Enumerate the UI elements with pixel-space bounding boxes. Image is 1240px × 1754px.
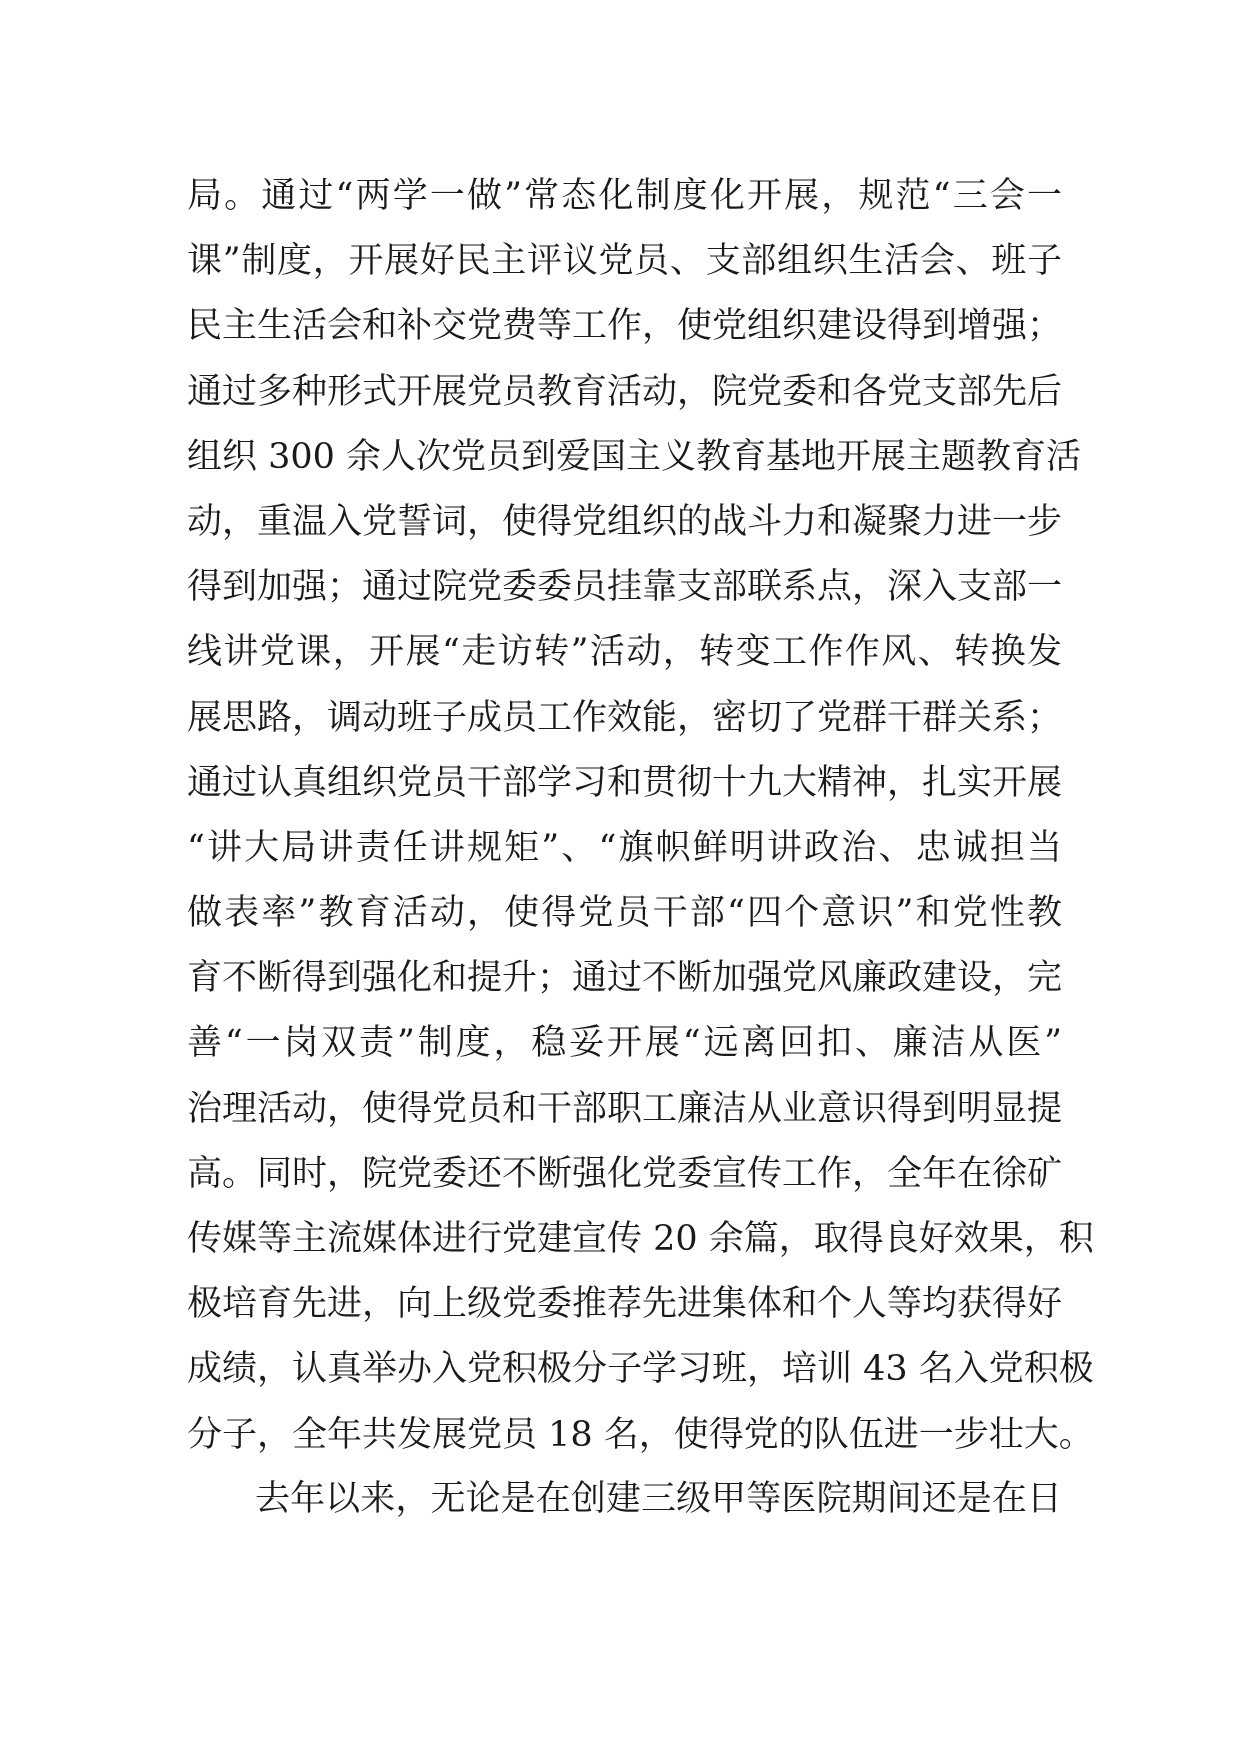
text-line: 动，重温入党誓词，使得党组织的战斗力和凝聚力进一步 — [187, 501, 1063, 542]
text-line: “讲大局讲责任讲规矩”、“旗帜鲜明讲政治、忠诚担当 — [187, 827, 1062, 868]
text-line: 治理活动，使得党员和干部职工廉洁从业意识得到明显提 — [187, 1088, 1063, 1129]
paragraph-body — [187, 164, 1094, 1468]
text-line: 通过多种形式开展党员教育活动，院党委和各党支部先后 — [187, 371, 1063, 412]
paragraph-next — [187, 1467, 1062, 1532]
text-line: 局。通过“两学一做”常态化制度化开展，规范“三会一 — [187, 176, 1062, 216]
text-line: 去年以来，无论是在创建三级甲等医院期间还是在日 — [255, 1479, 1062, 1519]
text-line: 高。同时，院党委还不断强化党委宣传工作，全年在徐矿 — [187, 1153, 1063, 1194]
text-line: 组织 300 余人次党员到爱国主义教育基地开展主题教育活 — [187, 436, 1082, 477]
text-line: 做表率”教育活动，使得党员干部“四个意识”和党性教 — [187, 893, 1062, 934]
text-line: 通过认真组织党员干部学习和贯彻十九大精神，扎实开展 — [187, 762, 1063, 803]
text-line: 传媒等主流媒体进行党建宣传 20 余篇，取得良好效果，积 — [187, 1219, 1094, 1259]
text-line: 育不断得到强化和提升；通过不断加强党风廉政建设，完 — [187, 958, 1063, 999]
text-line: 课”制度，开展好民主评议党员、支部组织生活会、班子 — [187, 241, 1062, 282]
text-line: 展思路，调动班子成员工作效能，密切了党群干群关系； — [187, 697, 1063, 738]
text-line: 得到加强；通过院党委委员挂靠支部联系点，深入支部一 — [187, 567, 1063, 608]
text-line: 极培育先进，向上级党委推荐先进集体和个人等均获得好 — [187, 1284, 1063, 1325]
text-line: 分子，全年共发展党员 18 名，使得党的队伍进一步壮大。 — [187, 1414, 1094, 1455]
text-line: 线讲党课，开展“走访转”活动，转变工作作风、转换发 — [187, 632, 1062, 673]
text-line: 民主生活会和补交党费等工作，使党组织建设得到增强； — [187, 306, 1063, 347]
text-line: 成绩，认真举办入党积极分子学习班，培训 43 名入党积极 — [187, 1349, 1094, 1390]
text-line: 善“一岗双责”制度，稳妥开展“远离回扣、廉洁从医” — [187, 1023, 1062, 1064]
